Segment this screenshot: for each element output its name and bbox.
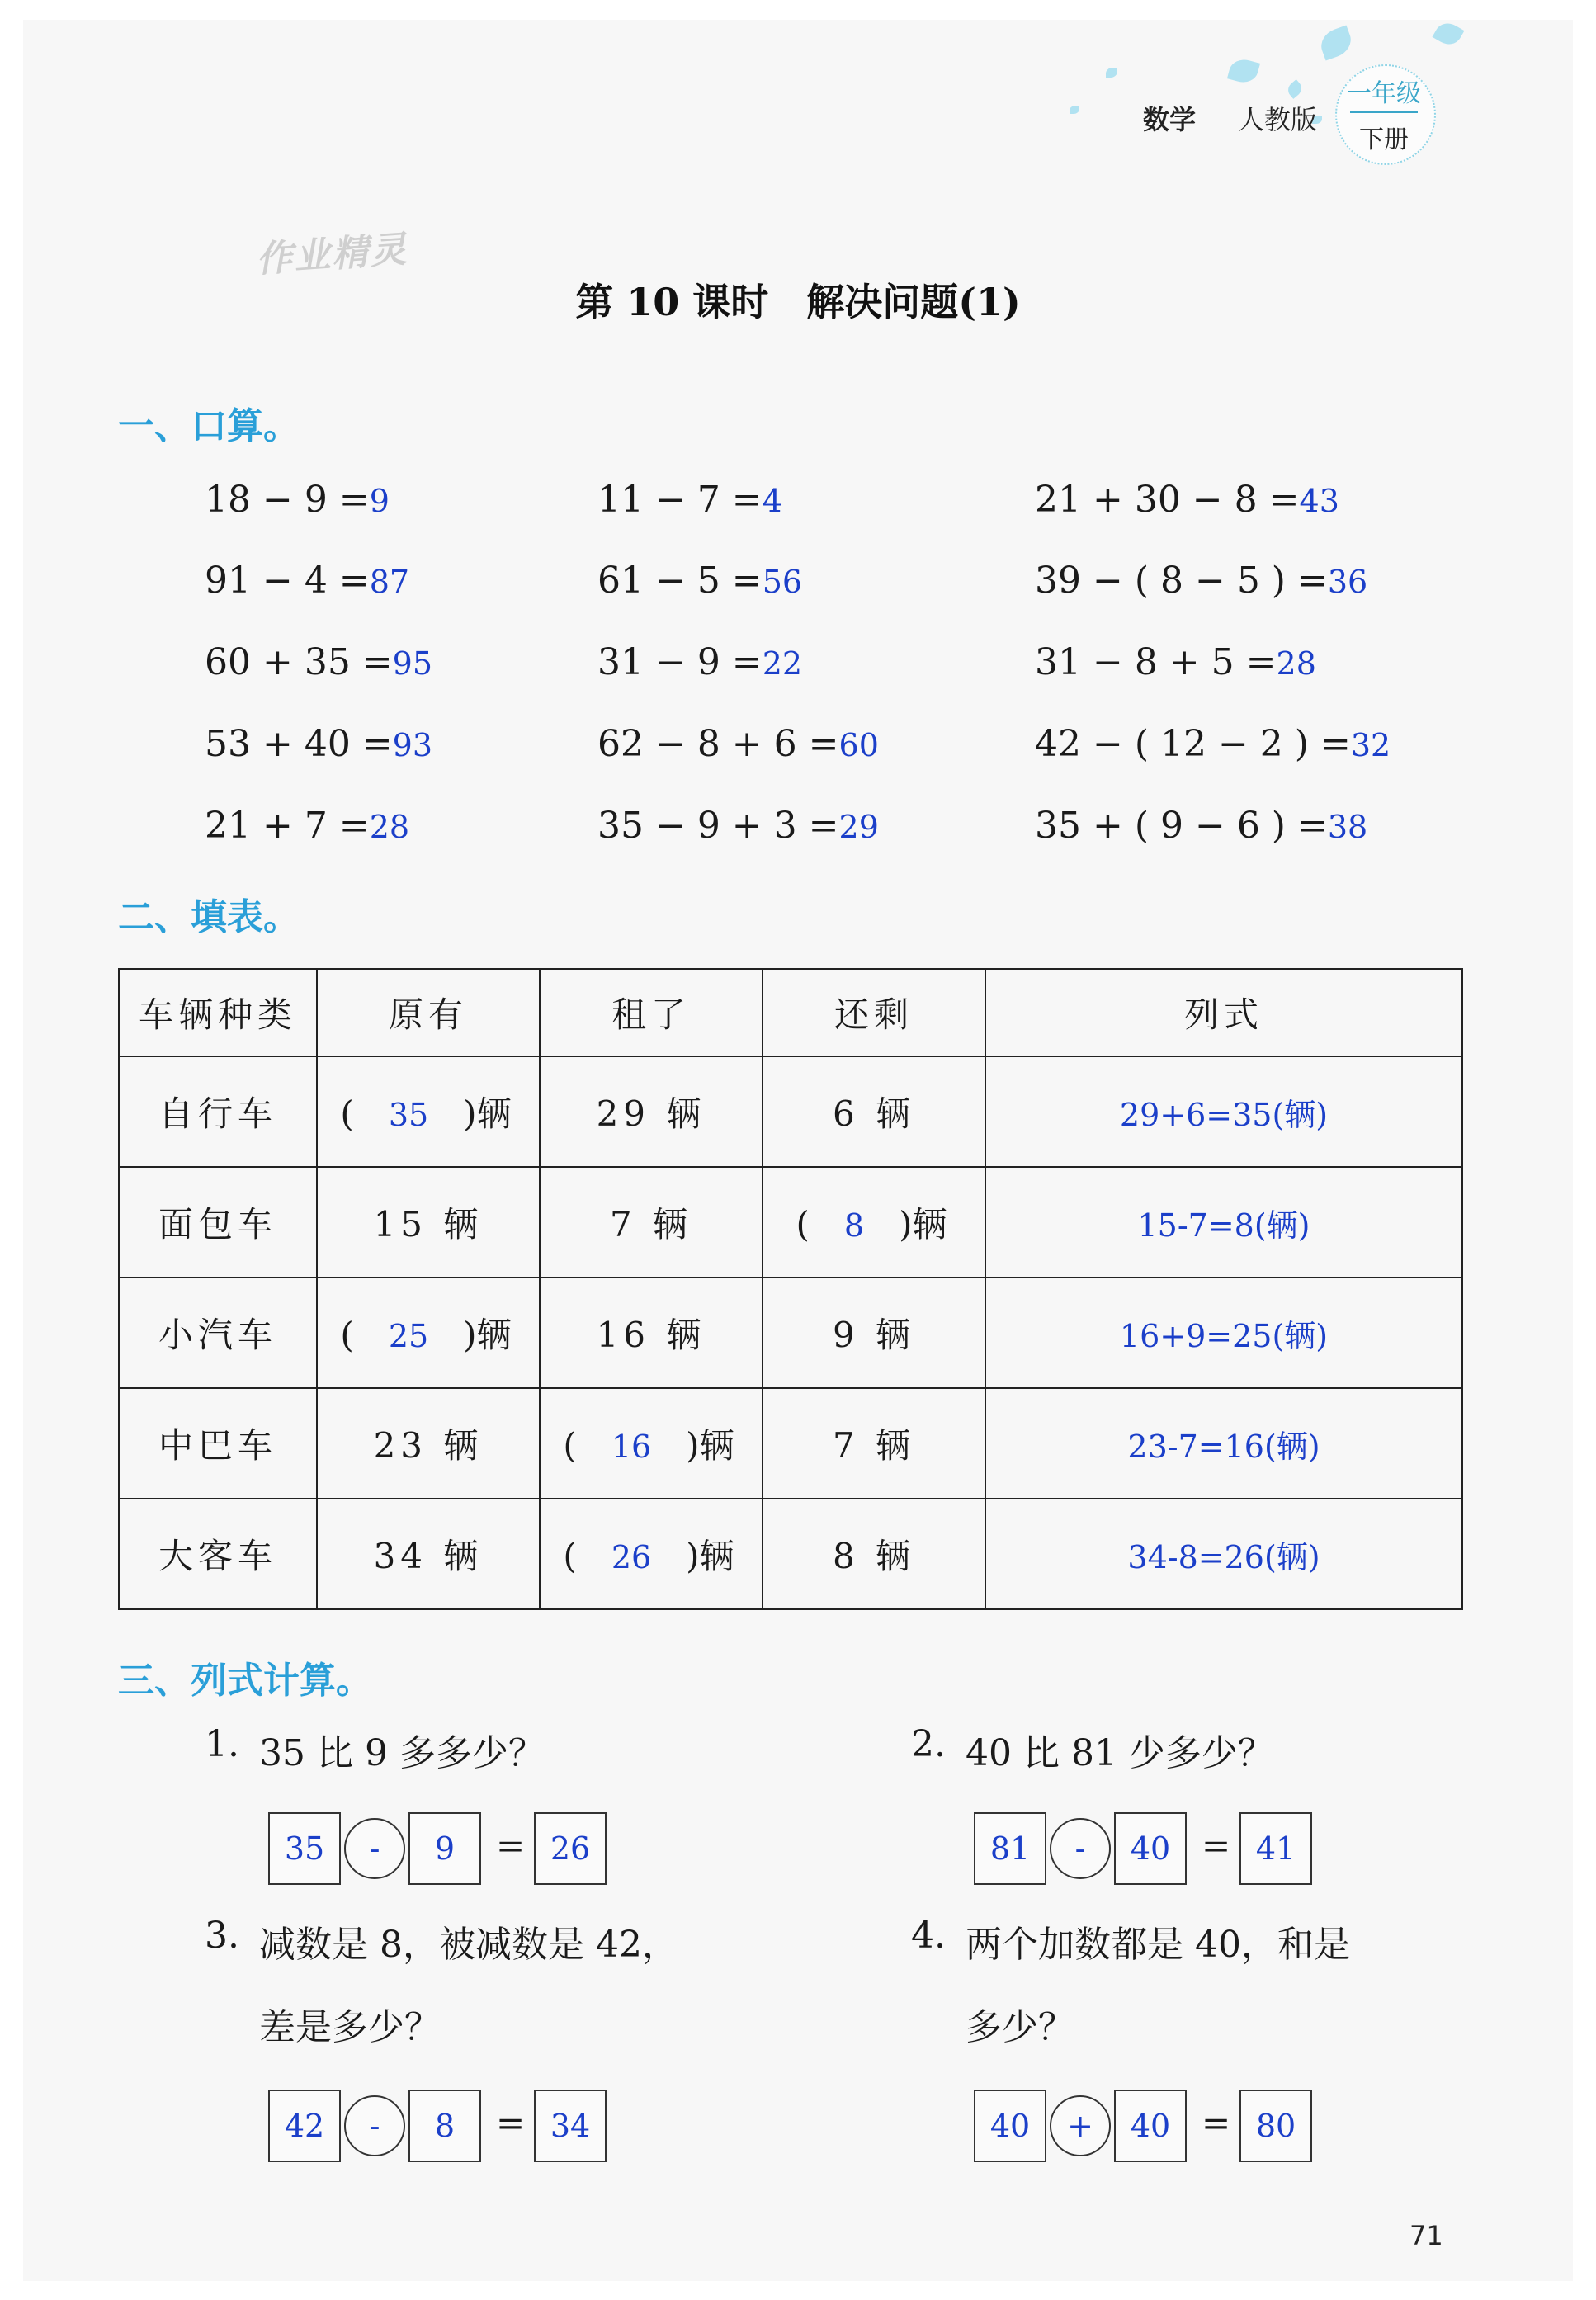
section-heading: 三、列式计算。	[118, 1660, 372, 1702]
table-header-row	[119, 969, 1462, 1056]
calc-answer: 60	[838, 727, 879, 763]
count-cell	[540, 1167, 763, 1278]
calc-expression: 42 − ( 12 − 2 ) =	[1035, 723, 1351, 765]
calc-item	[205, 560, 409, 602]
equals-sign: =	[1202, 2103, 1231, 2143]
calc-answer: 4	[762, 483, 782, 519]
calc-expression: 31 − 8 + 5 =	[1035, 641, 1277, 683]
operand-box: 40	[1114, 1812, 1187, 1885]
unit-label: 辆	[876, 1315, 916, 1355]
calc-expression: 21 + 30 − 8 =	[1035, 479, 1300, 521]
paren: (	[796, 1204, 844, 1244]
paren: (	[340, 1093, 389, 1134]
paren: )	[651, 1536, 700, 1576]
filled-blank: 35	[388, 1097, 429, 1133]
section-heading: 一、口算。	[118, 405, 300, 447]
count-cell	[317, 1499, 540, 1609]
vehicle-table	[118, 968, 1463, 1610]
table-header-cell: 还剩	[763, 969, 985, 1056]
calc-answer: 95	[392, 645, 433, 682]
table-row	[119, 1499, 1462, 1609]
calc-expression: 91 − 4 =	[205, 560, 370, 602]
count-cell	[763, 1056, 985, 1167]
grade-divider	[1350, 111, 1418, 113]
calc-expression: 61 − 5 =	[597, 560, 763, 602]
formula-cell: 15-7=8(辆)	[985, 1167, 1462, 1278]
calc-expression: 31 − 9 =	[597, 641, 763, 683]
calc-item	[1035, 560, 1367, 602]
problem-number: 4.	[911, 1915, 946, 1957]
paren: (	[563, 1536, 611, 1576]
unit-label: 辆	[876, 1093, 916, 1134]
operand-box: 8	[408, 2090, 481, 2162]
calc-item	[597, 805, 879, 847]
filled-blank: 16	[611, 1429, 652, 1465]
calc-item	[1035, 805, 1367, 847]
paren: (	[340, 1315, 389, 1355]
equals-sign: =	[1202, 1825, 1231, 1866]
unit-label: 辆	[443, 1204, 484, 1244]
calc-answer: 29	[838, 809, 879, 845]
calc-expression: 21 + 7 =	[205, 805, 370, 847]
calc-expression: 35 − 9 + 3 =	[597, 805, 839, 847]
calc-expression: 11 − 7 =	[597, 479, 763, 521]
operator-circle: +	[1050, 2095, 1111, 2156]
table-header-cell: 列式	[985, 969, 1462, 1056]
result-box: 26	[534, 1812, 607, 1885]
operand-box: 40	[1114, 2090, 1187, 2162]
calc-expression: 35 + ( 9 − 6 ) =	[1035, 805, 1328, 847]
unit-label: 辆	[653, 1204, 693, 1244]
calc-answer: 43	[1299, 483, 1339, 519]
section-heading: 二、填表。	[118, 896, 300, 938]
count-cell	[540, 1278, 763, 1388]
equals-sign: =	[496, 1825, 526, 1866]
operand-box: 40	[974, 2090, 1046, 2162]
operator-circle: -	[344, 1818, 405, 1879]
calc-item	[205, 479, 390, 521]
count-value: 29	[596, 1093, 651, 1134]
unit-label: 辆	[443, 1425, 484, 1466]
vehicle-type-cell: 面包车	[119, 1167, 317, 1278]
formula-cell: 16+9=25(辆)	[985, 1278, 1462, 1388]
count-cell	[540, 1388, 763, 1499]
paren: )	[651, 1425, 700, 1466]
count-value: 6	[832, 1093, 860, 1134]
count-value: 16	[596, 1315, 651, 1355]
unit-label: 辆	[666, 1093, 706, 1134]
count-cell	[540, 1056, 763, 1167]
problem-text-line2: 多少？	[966, 2006, 1074, 2048]
calc-expression: 62 − 8 + 6 =	[597, 723, 839, 765]
unit-label: 辆	[476, 1093, 517, 1134]
calc-item	[205, 805, 409, 847]
calc-item	[597, 723, 879, 765]
problem-number: 1.	[205, 1723, 239, 1765]
problem-text: 减数是 8，被减数是 42，	[259, 1924, 678, 1966]
unit-label: 辆	[476, 1315, 517, 1355]
operand-box: 35	[268, 1812, 341, 1885]
paren: (	[563, 1425, 611, 1466]
result-box: 34	[534, 2090, 607, 2162]
operand-box: 9	[408, 1812, 481, 1885]
unit-label: 辆	[666, 1315, 706, 1355]
filled-blank: 26	[611, 1539, 652, 1575]
table-header-cell: 租了	[540, 969, 763, 1056]
unit-label: 辆	[876, 1425, 916, 1466]
count-value: 9	[832, 1315, 860, 1355]
calc-answer: 32	[1350, 727, 1391, 763]
problem-number: 3.	[205, 1915, 239, 1957]
result-box: 41	[1239, 1812, 1312, 1885]
operand-box: 81	[974, 1812, 1046, 1885]
edition-label: 人教版	[1238, 104, 1318, 135]
calc-item	[1035, 479, 1339, 521]
vehicle-type-cell: 自行车	[119, 1056, 317, 1167]
problem-text-line2: 差是多少？	[259, 2006, 441, 2048]
calc-answer: 22	[762, 645, 803, 682]
calc-item	[597, 641, 802, 683]
subject-label: 数学	[1143, 104, 1197, 135]
calc-item	[205, 641, 432, 683]
calc-expression: 39 − ( 8 − 5 ) =	[1035, 560, 1328, 602]
unit-label: 辆	[699, 1536, 739, 1576]
calc-answer: 87	[369, 564, 410, 600]
count-value: 23	[373, 1425, 428, 1466]
table-header-cell: 原有	[317, 969, 540, 1056]
volume-label: 下册	[1359, 125, 1409, 154]
paren: )	[864, 1204, 913, 1244]
count-cell	[763, 1167, 985, 1278]
calc-answer: 38	[1327, 809, 1368, 845]
result-box: 80	[1239, 2090, 1312, 2162]
calc-item	[1035, 641, 1316, 683]
page-number: 71	[1409, 2220, 1443, 2251]
filled-blank: 25	[388, 1318, 429, 1354]
paren: )	[428, 1315, 477, 1355]
count-cell	[540, 1499, 763, 1609]
filled-blank: 8	[843, 1207, 865, 1244]
count-cell	[317, 1056, 540, 1167]
count-cell	[763, 1278, 985, 1388]
table-row	[119, 1278, 1462, 1388]
calc-expression: 53 + 40 =	[205, 723, 393, 765]
calc-answer: 9	[369, 483, 390, 519]
table-row	[119, 1167, 1462, 1278]
count-cell	[763, 1388, 985, 1499]
problem-text: 35 比 9 多多少？	[259, 1732, 545, 1774]
calc-answer: 28	[1276, 645, 1316, 682]
vehicle-type-cell: 小汽车	[119, 1278, 317, 1388]
problem-number: 2.	[911, 1723, 946, 1765]
calc-item	[205, 723, 432, 765]
grade-label: 一年级	[1347, 79, 1421, 108]
unit-label: 辆	[876, 1536, 916, 1576]
unit-label: 辆	[699, 1425, 739, 1466]
count-cell	[317, 1278, 540, 1388]
page-title: 第 10 课时 解决问题(1)	[575, 280, 1021, 324]
table-row	[119, 1056, 1462, 1167]
formula-cell: 23-7=16(辆)	[985, 1388, 1462, 1499]
calc-answer: 56	[762, 564, 803, 600]
formula-cell: 34-8=26(辆)	[985, 1499, 1462, 1609]
operator-circle: -	[1050, 1818, 1111, 1879]
operator-circle: -	[344, 2095, 405, 2156]
calc-answer: 36	[1327, 564, 1368, 600]
problem-text: 40 比 81 少多少？	[966, 1732, 1274, 1774]
count-value: 15	[373, 1204, 428, 1244]
count-cell	[317, 1388, 540, 1499]
calc-expression: 18 − 9 =	[205, 479, 370, 521]
count-value: 34	[373, 1536, 428, 1576]
count-cell	[763, 1499, 985, 1609]
count-cell	[317, 1167, 540, 1278]
vehicle-type-cell: 大客车	[119, 1499, 317, 1609]
watermark: 作业精灵	[254, 228, 409, 281]
unit-label: 辆	[443, 1536, 484, 1576]
count-value: 7	[832, 1425, 860, 1466]
problem-text: 两个加数都是 40，和是	[966, 1924, 1350, 1966]
equals-sign: =	[496, 2103, 526, 2143]
unit-label: 辆	[912, 1204, 952, 1244]
calc-item	[597, 560, 802, 602]
paren: )	[428, 1093, 477, 1134]
count-value: 7	[609, 1204, 637, 1244]
table-row	[119, 1388, 1462, 1499]
calc-item	[597, 479, 782, 521]
calc-expression: 60 + 35 =	[205, 641, 393, 683]
calc-answer: 28	[369, 809, 410, 845]
table-header-cell: 车辆种类	[119, 969, 317, 1056]
operand-box: 42	[268, 2090, 341, 2162]
formula-cell: 29+6=35(辆)	[985, 1056, 1462, 1167]
count-value: 8	[832, 1536, 860, 1576]
vehicle-type-cell: 中巴车	[119, 1388, 317, 1499]
calc-item	[1035, 723, 1391, 765]
calc-answer: 93	[392, 727, 433, 763]
